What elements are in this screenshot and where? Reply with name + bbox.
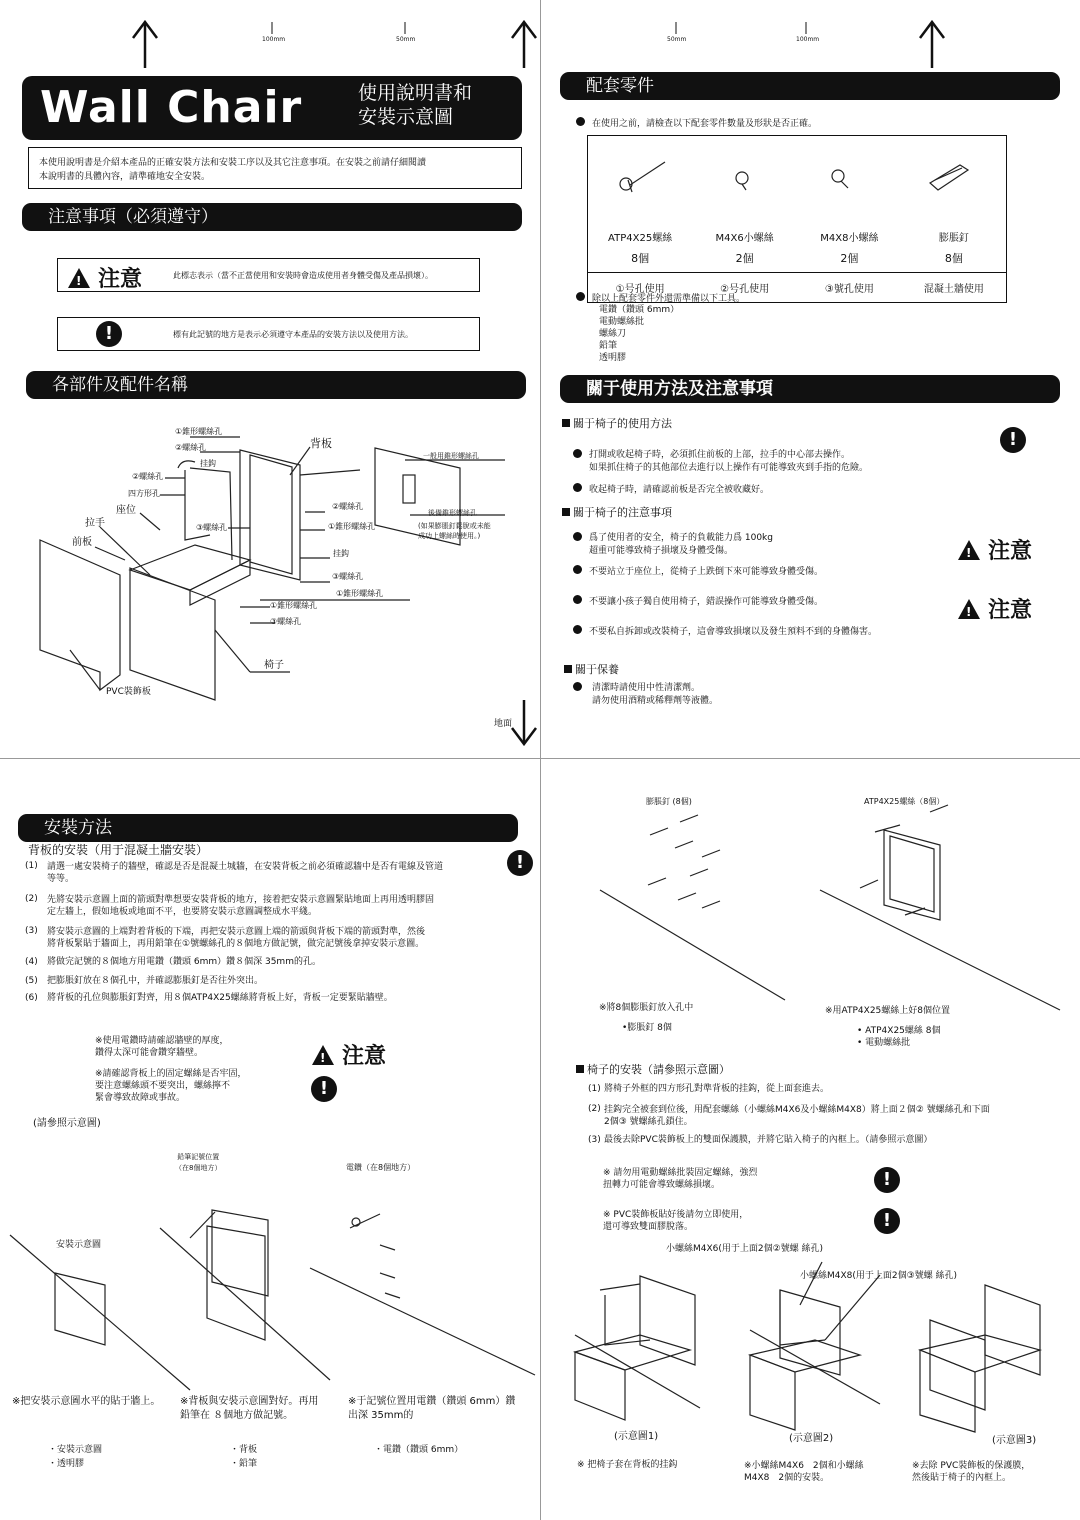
tools-list: 電鑽（鑽頭 6mm） 電動螺絲批 螺絲刀 鉛筆 透明膠: [599, 305, 680, 363]
use-method-head-text: 關于椅子的使用方法: [573, 417, 672, 430]
label-chair: 椅子: [264, 660, 284, 671]
caption-template-level: ※把安裝示意圖水平的貼于牆上。: [12, 1396, 161, 1407]
install-step-6: 將背板的孔位與膨脹釘對齊，用８個ATP4X25螺絲將背板上好，背板一定要緊貼牆壁。: [47, 993, 393, 1003]
label-screw-hole-3c: ③螺絲孔: [270, 617, 302, 626]
caption-pvc-film: ※去除 PVC裝飾板的保護膜， 然後貼于椅子的內框上。: [912, 1461, 1031, 1483]
drill-label: 電鑽（在8個地方）: [346, 1163, 416, 1172]
care-item-1-text: 爲了使用者的安全，椅子的負載能力爲 100kg 超重可能導致椅子損壞及身體受傷。: [589, 533, 773, 556]
pencil-mark-label: 鉛筆記號位置 （在8個地方）: [175, 1153, 222, 1172]
mandatory-icon: !: [1000, 427, 1026, 453]
label-general-hole: 一般用錐形螺絲孔: [423, 452, 479, 460]
part-qty: 8個: [631, 252, 650, 266]
figure-1-label: (示意圖1): [614, 1431, 659, 1442]
caption-insert-anchors: ※將8個膨脹釘放入孔中: [599, 1003, 694, 1013]
label-tapered-hole-1b: ①錐形螺絲孔: [328, 522, 376, 531]
caption-hang-chair: ※ 把椅子套在背板的挂鈎: [577, 1460, 678, 1470]
mandatory-icon: !: [507, 850, 533, 876]
install-step-5: 把膨脹釘放在８個孔中，并確認膨脹釘是否往外突出。: [47, 976, 264, 986]
items-list-3: ・電鑽（鑽頭 6mm）: [374, 1445, 464, 1455]
screw-label: ATP4X25螺絲（8個）: [864, 797, 945, 806]
mandatory-legend-text: 標有此記號的地方是表示必須遵守本產品的安裝方法以及使用方法。: [173, 330, 413, 339]
parts-heading: 各部件及配件名稱: [26, 371, 526, 399]
figure-2-label: (示意圖2): [789, 1433, 834, 1444]
chair-install-head-text: 椅子的安裝（請參照示意圖）: [587, 1063, 730, 1076]
ruler-label-right: 50mm: [396, 36, 416, 43]
chair-step-3: 最後去除PVC裝飾板上的雙面保護膜，并將它貼入椅子的內框上。（請參照示意圖）: [604, 1135, 933, 1145]
anchor-qty: •膨脹釘 8個: [622, 1023, 672, 1033]
caption-fix-screws: ※用ATP4X25螺絲上好8個位置: [825, 1006, 950, 1016]
maintenance-text: 清潔時請使用中性清潔劑。 請勿使用酒精或稀釋劑等液體。: [592, 683, 719, 706]
label-handle: 拉手: [85, 518, 105, 529]
mandatory-icon: !: [96, 321, 122, 347]
label-screw-hole-3: ③螺絲孔: [196, 523, 228, 532]
screwdriver-note: ※ 請勿用電動螺絲批裝固定螺絲，強烈 扭轉力可能會導致螺絲損壞。: [603, 1168, 758, 1190]
see-diagram: (請參照示意圖): [33, 1118, 101, 1129]
step-number: (1): [25, 861, 38, 871]
items-list-2: ・背板 ・鉛筆: [230, 1445, 258, 1469]
label-tapered-hole-1d: ①錐形螺絲孔: [270, 601, 318, 610]
care-head-text: 關于椅子的注意事項: [573, 506, 672, 519]
caution-word: 注意: [342, 1044, 387, 1069]
label-hook-2: 挂鈎: [333, 549, 349, 558]
backboard-install-subhead: 背板的安裝（用于混凝土牆安裝）: [28, 843, 209, 857]
brand-title: Wall Chair: [40, 82, 303, 133]
install-heading: 安裝方法: [18, 814, 518, 842]
label-pvc-panel: PVC裝飾板: [106, 687, 151, 697]
part-name: 膨脹釘: [938, 232, 969, 244]
install-step-1: 請選一處安裝椅子的牆壁，確認是否是混凝土城牆，在安裝背板之前必須確認牆中是否有電線及管道 等等。: [47, 862, 444, 884]
step-number: (5): [25, 976, 38, 986]
caution-legend-text: 此標志表示（當不正當使用和安裝時會造成使用者身體受傷及產品損壞）。: [173, 271, 433, 280]
step-number: (2): [588, 1104, 601, 1114]
m4x8-callout: 小螺絲M4X8(用于上面2個③號螺 絲孔): [800, 1271, 958, 1281]
label-spare-note: (如果膨脹釘鬆脫或未能 成功上螺絲時使用。): [418, 522, 491, 540]
pvc-note: ※ PVC裝飾板貼好後請勿立即使用， 還可導致雙面膠脫落。: [603, 1210, 749, 1232]
caption-small-screws: ※小螺絲M4X6 2個和小螺絲 M4X8 2個的安裝。: [744, 1461, 864, 1483]
mandatory-icon: !: [311, 1076, 337, 1102]
check-parts-text: 在使用之前，請檢查以下配套零件數量及形狀是否正確。: [592, 119, 818, 129]
part-use: ②号孔使用: [720, 284, 770, 295]
intro-text: 本使用說明書是介紹本產品的正確安裝方法和安裝工序以及其它注意事項。在安裝之前請仔細閱讀 本說明書的具體內容，請準確地安全安裝。: [39, 158, 427, 182]
use-item-2-text: 收起椅子時，請確認前板是否完全被收藏好。: [589, 485, 770, 495]
label-backboard: 背板: [310, 437, 332, 450]
items-list-1: ・安裝示意圖 ・透明膠: [48, 1445, 103, 1469]
label-spare-hole: 後備錐形螺絲孔: [428, 509, 477, 517]
step-number: (1): [588, 1084, 601, 1094]
mandatory-icon: !: [874, 1208, 900, 1234]
screw-check-note: ※請確認背板上的固定螺絲是否牢固， 要注意螺絲頭不要突出，螺絲擰不 緊會導致故障或事故。: [95, 1069, 247, 1103]
part-use: ①号孔使用: [615, 284, 665, 295]
chair-step-1: 將椅子外框的四方形孔對準背板的挂鈎，從上面套進去。: [604, 1084, 830, 1094]
drill-depth-note: ※使用電鑽時請確認牆壁的厚度， 鑽得太深可能會鑽穿牆壁。: [95, 1036, 229, 1058]
caution-word: 注意: [98, 267, 143, 292]
notice-heading: 注意事項（必須遵守）: [22, 203, 522, 231]
caption-mark-pencil: ※背板與安裝示意圖對好。再用 鉛筆在 ８個地方做記號。: [180, 1396, 319, 1421]
template-label: 安裝示意圖: [56, 1240, 102, 1250]
install-step-4: 將做完記號的８個地方用電鑽（鑽頭 6mm）鑽８個深 35mm的孔。: [47, 957, 321, 967]
step-number: (3): [588, 1135, 601, 1145]
chair-install-head: [576, 1063, 730, 1077]
ruler-label-left-p2: 50mm: [667, 36, 687, 43]
label-screw-hole-2: ②螺絲孔: [175, 443, 207, 452]
part-name: ATP4X25螺絲: [608, 232, 673, 244]
step-number: (3): [25, 926, 38, 936]
ruler-label-right-p2: 100mm: [796, 36, 820, 43]
part-use: 混凝土牆使用: [923, 284, 984, 295]
manual-title-line1: 使用說明書和: [358, 82, 473, 104]
label-screw-hole-2c: ②螺絲孔: [332, 502, 364, 511]
part-name: M4X6小螺絲: [715, 232, 774, 244]
label-screw-hole-2b: ②螺絲孔: [132, 472, 164, 481]
usage-heading: 關于使用方法及注意事項: [560, 375, 1060, 403]
step-number: (4): [25, 957, 38, 967]
step-number: (2): [25, 894, 38, 904]
part-qty: 8個: [944, 252, 963, 266]
ruler-label-left: 100mm: [262, 36, 286, 43]
tools-intro-text: 除以上配套零件外還需準備以下工具。: [592, 294, 746, 304]
label-tapered-hole-1c: ①錐形螺絲孔: [336, 589, 384, 598]
part-use: ③號孔使用: [824, 284, 874, 295]
caution-word: 注意: [988, 539, 1033, 564]
care-item-2-text: 不要站立于座位上，從椅子上跌倒下來可能導致身體受傷。: [589, 567, 824, 577]
care-item-4-text: 不要私自拆卸或改裝椅子，這會導致損壞以及發生預料不到的身體傷害。: [589, 627, 878, 637]
fix-screws-items: • ATP4X25螺絲 8個 • 電動螺絲批: [857, 1026, 941, 1048]
chair-step-2: 挂鈎完全被套到位後，用配套螺絲（小螺絲M4X6及小螺絲M4X8）將上面２個② 號螺絲孔和下面 2個③ 號螺絲孔鎖住。: [604, 1105, 990, 1127]
step-number: (6): [25, 993, 38, 1003]
care-item-3-text: 不要讓小孩子獨自使用椅子，錯誤操作可能導致身體受傷。: [589, 597, 824, 607]
part-qty: 2個: [840, 252, 859, 266]
accessories-heading: 配套零件: [560, 72, 1060, 100]
maintenance-head-text: 關于保養: [575, 663, 619, 676]
caption-drill-holes: ※于記號位置用電鑽（鑽頭 6mm）鑽 出深 35mm的: [348, 1396, 516, 1421]
install-step-3: 將安裝示意圖的上端對着背板的下端，再把安裝示意圖上端的箭頭與背板下端的箭頭對準，然後 將背板緊貼于牆面上，再用鉛筆在①號螺絲孔的８個地方做記號，做完記號後拿掉安裝示意圖。: [47, 927, 426, 949]
anchor-label: 膨脹釘 (8個): [646, 797, 692, 806]
label-square-hole: 四方形孔: [128, 489, 160, 498]
label-front-board: 前板: [72, 537, 92, 548]
label-screw-hole-3b: ③螺絲孔: [332, 572, 364, 581]
m4x6-callout: 小螺絲M4X6(用于上面2個②號螺 絲孔): [666, 1244, 824, 1254]
part-qty: 2個: [735, 252, 754, 266]
mandatory-icon: !: [874, 1167, 900, 1193]
part-name: M4X8小螺絲: [820, 232, 879, 244]
label-tapered-hole-1: ①錐形螺絲孔: [175, 427, 223, 436]
use-item-1-text: 打開或收起椅子時，必須抓住前板的上部，拉手的中心部去操作。 如果抓住椅子的其他部位去進行以上操作有可能導致夾到手指的危險。: [589, 450, 869, 473]
figure-3-label: (示意圖3): [992, 1435, 1037, 1446]
caution-word: 注意: [988, 598, 1033, 623]
install-step-2: 先將安裝示意圖上面的箭頭對準想要安裝背板的地方，接着把安裝示意圖緊貼地面上再用透明膠固 定左牆上，假如地板或地面不平，也要將安裝示意圖調整成水平綫。: [47, 895, 435, 917]
label-hook: 挂鈎: [200, 459, 216, 468]
label-floor: 地面: [494, 719, 513, 729]
label-seat: 座位: [116, 505, 136, 516]
manual-title-line2: 安裝示意圖: [358, 106, 454, 128]
